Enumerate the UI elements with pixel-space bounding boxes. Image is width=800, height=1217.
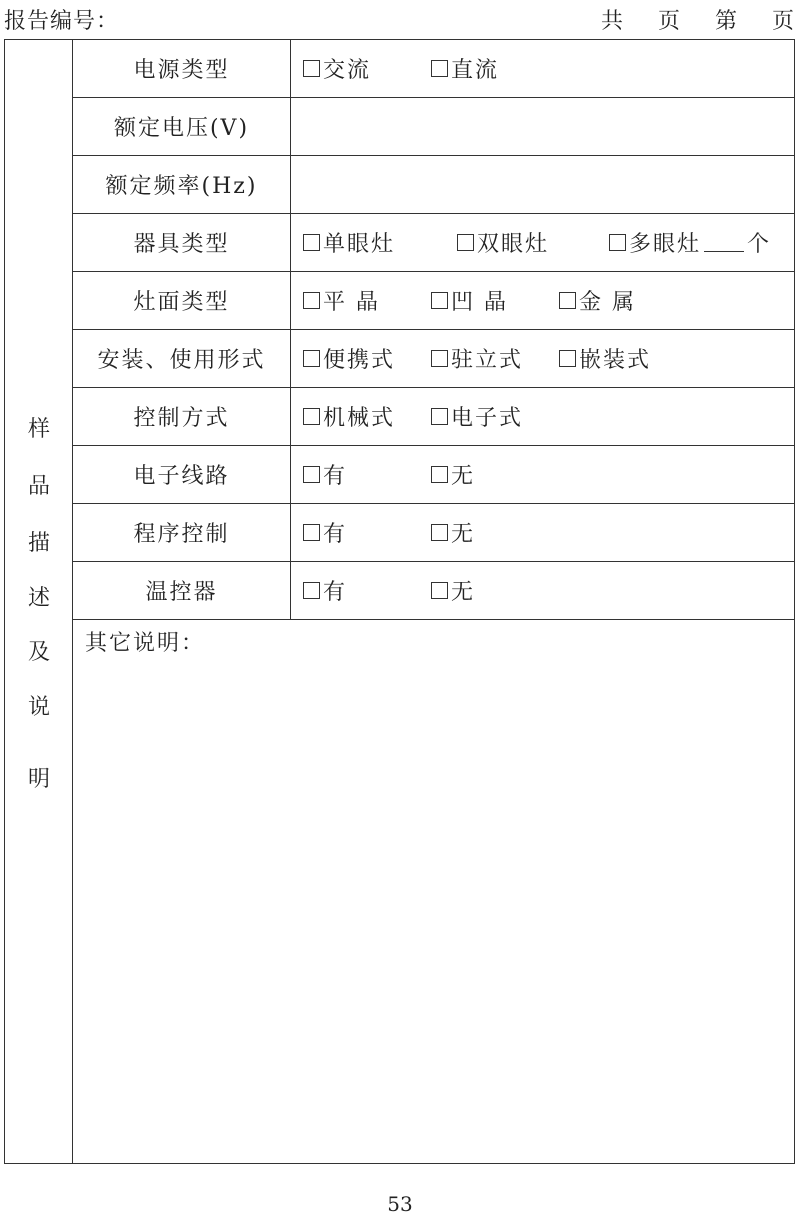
- option-metal[interactable]: 金 属: [559, 272, 636, 329]
- option-built-in[interactable]: 嵌装式: [559, 330, 651, 387]
- checkbox[interactable]: [303, 60, 320, 77]
- option-multi-burner[interactable]: 多眼灶 个: [609, 214, 771, 271]
- option-yes[interactable]: 有: [303, 504, 347, 561]
- row-label: 电源类型: [73, 40, 291, 97]
- checkbox[interactable]: [431, 60, 448, 77]
- count-blank[interactable]: [704, 233, 744, 252]
- option-double-burner[interactable]: 双眼灶: [457, 214, 549, 271]
- row-thermostat: [73, 562, 794, 620]
- checkbox[interactable]: [303, 234, 320, 251]
- option-portable[interactable]: 便携式: [303, 330, 395, 387]
- checkbox[interactable]: [303, 524, 320, 541]
- checkbox[interactable]: [431, 466, 448, 483]
- side-char: 描: [27, 531, 50, 556]
- row-label: 灶面类型: [73, 272, 291, 329]
- row-label: 控制方式: [73, 388, 291, 445]
- checkbox[interactable]: [559, 350, 576, 367]
- checkbox[interactable]: [431, 582, 448, 599]
- row-label: 安装、使用形式: [73, 330, 291, 387]
- option-ac[interactable]: 交流: [303, 40, 371, 97]
- option-yes[interactable]: 有: [303, 446, 347, 503]
- option-no[interactable]: 无: [431, 446, 475, 503]
- checkbox[interactable]: [303, 292, 320, 309]
- side-heading: [5, 40, 73, 1163]
- other-notes-area[interactable]: [73, 620, 794, 1163]
- row-appliance-type: [73, 214, 794, 272]
- row-cooktop-type: [73, 272, 794, 330]
- row-label: 程序控制: [73, 504, 291, 561]
- row-label: 额定电压(V): [73, 98, 291, 155]
- option-freestanding[interactable]: 驻立式: [431, 330, 523, 387]
- row-installation-form: [73, 330, 794, 388]
- side-char: 品: [27, 474, 50, 499]
- side-char: 说: [27, 695, 50, 720]
- row-rated-voltage: [73, 98, 794, 156]
- side-char: 明: [27, 767, 50, 792]
- checkbox[interactable]: [431, 350, 448, 367]
- rated-voltage-field[interactable]: [291, 98, 794, 155]
- page-label-2: 页: [771, 9, 794, 34]
- page-label: 页: [657, 9, 680, 34]
- row-electronic-circuit: [73, 446, 794, 504]
- checkbox[interactable]: [431, 524, 448, 541]
- option-yes[interactable]: 有: [303, 562, 347, 619]
- row-label: 额定频率(Hz): [73, 156, 291, 213]
- page-no-label: 第: [714, 9, 737, 34]
- option-flat-glass[interactable]: 平 晶: [303, 272, 380, 329]
- row-power-type: [73, 40, 794, 98]
- side-char: 样: [27, 417, 50, 442]
- option-dc[interactable]: 直流: [431, 40, 499, 97]
- total-label: 共: [600, 9, 623, 34]
- checkbox[interactable]: [431, 292, 448, 309]
- row-rated-frequency: [73, 156, 794, 214]
- checkbox[interactable]: [559, 292, 576, 309]
- option-no[interactable]: 无: [431, 504, 475, 561]
- row-label: 温控器: [73, 562, 291, 619]
- side-char: 述: [27, 586, 50, 611]
- checkbox[interactable]: [303, 408, 320, 425]
- form-frame: [4, 39, 795, 1164]
- page-count-label: [587, 4, 794, 35]
- row-program-control: [73, 504, 794, 562]
- report-number-label: 报告编号：: [4, 9, 120, 34]
- side-char: 及: [27, 640, 50, 665]
- option-no[interactable]: 无: [431, 562, 475, 619]
- option-electronic[interactable]: 电子式: [431, 388, 523, 445]
- checkbox[interactable]: [303, 582, 320, 599]
- option-mechanical[interactable]: 机械式: [303, 388, 395, 445]
- checkbox[interactable]: [609, 234, 626, 251]
- checkbox[interactable]: [457, 234, 474, 251]
- row-label: 电子线路: [73, 446, 291, 503]
- page-number: 53: [387, 1192, 413, 1216]
- option-concave-glass[interactable]: 凹 晶: [431, 272, 508, 329]
- other-notes-label: 其它说明：: [85, 631, 206, 656]
- checkbox[interactable]: [303, 350, 320, 367]
- rated-frequency-field[interactable]: [291, 156, 794, 213]
- option-single-burner[interactable]: 单眼灶: [303, 214, 395, 271]
- checkbox[interactable]: [431, 408, 448, 425]
- row-label: 器具类型: [73, 214, 291, 271]
- row-control-method: [73, 388, 794, 446]
- checkbox[interactable]: [303, 466, 320, 483]
